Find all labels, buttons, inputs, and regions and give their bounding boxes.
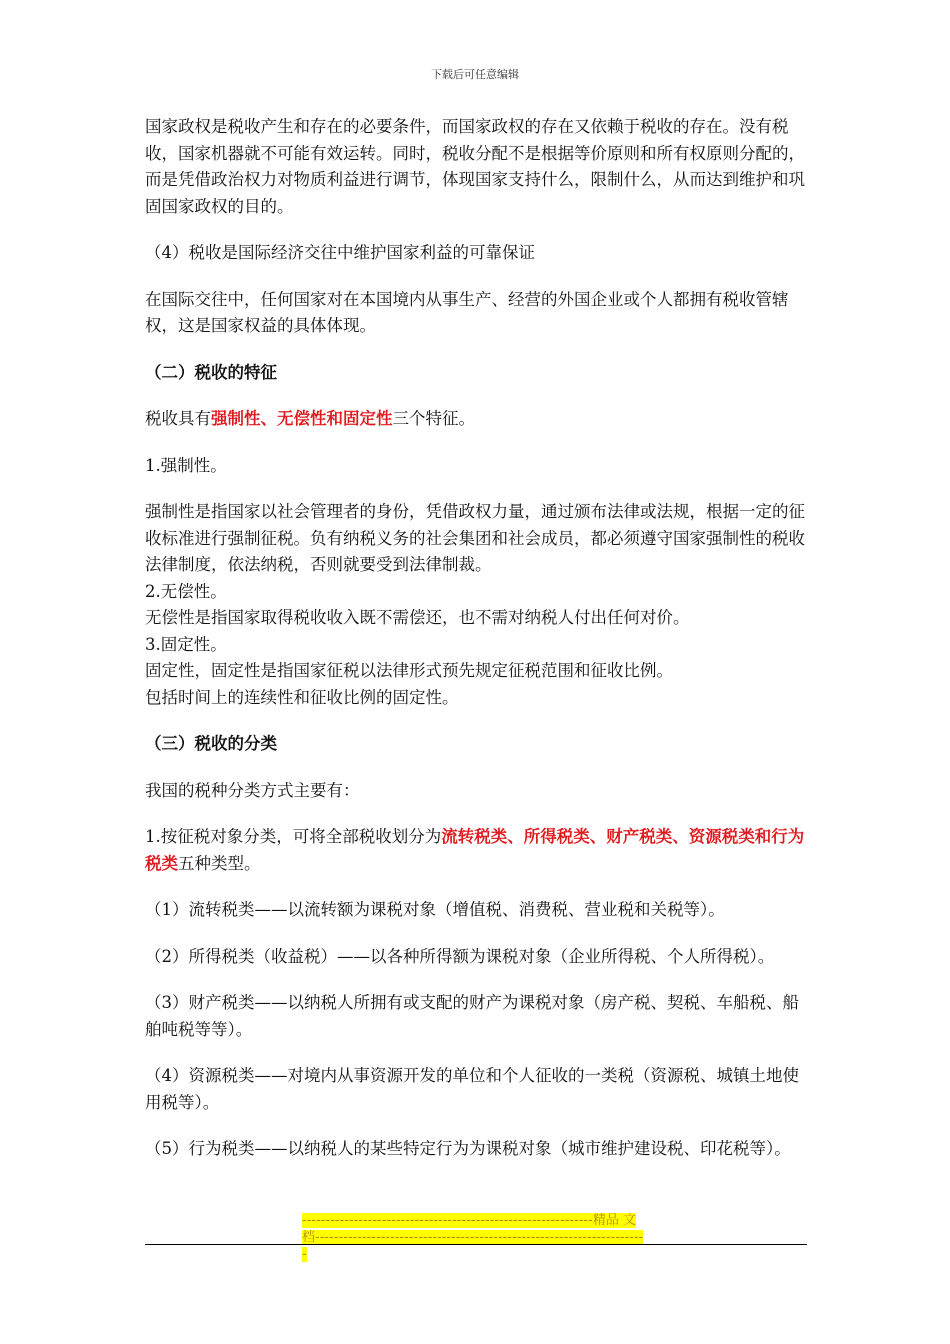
text-run: 三个特征。 [392, 409, 475, 428]
text-run: 1.按征税对象分类，可将全部税收划分为 [145, 827, 442, 846]
paragraph: 固定性，固定性是指国家征税以法律形式预先规定征税范围和征收比例。 [145, 661, 673, 680]
paragraph: （2）所得税类（收益税）——以各种所得额为课税对象（企业所得税、个人所得税）。 [145, 946, 775, 966]
paragraph: （4）税收是国际经济交往中维护国家利益的可靠保证 [145, 243, 535, 262]
paragraph: 我国的税种分类方式主要有： [145, 780, 360, 800]
paragraph: （1）流转税类——以流转额为课税对象（增值税、消费税、营业税和关税等）。 [145, 900, 725, 919]
paragraph [145, 406, 815, 433]
paragraph: 3.固定性。 [145, 634, 227, 654]
document-body [145, 114, 815, 1163]
footer-divider [145, 1244, 807, 1245]
section-heading: （三）税收的分类 [145, 734, 277, 753]
paragraph: 在国际交往中，任何国家对在本国境内从事生产、经营的外国企业或个人都拥有税收管辖权，这是国家权益的具体体现。 [145, 289, 789, 335]
section-heading: （二）税收的特征 [145, 362, 277, 382]
footer-text: --------------------------------------------------------------精品 文档----------------------------------------------------------------------- [302, 1213, 644, 1262]
paragraph: 国家政权是税收产生和存在的必要条件，而国家政权的存在又依赖于税收的存在。没有税收，国家机器就不可能有效运转。同时，税收分配不是根据等价原则和所有权原则分配的，而是凭借政治权力对物质利益进行调节，体现国家支持什么，限制什么，从而达到维护和巩固国家政权的目的。 [145, 117, 805, 216]
paragraph: （3）财产税类——以纳税人所拥有或支配的财产为课税对象（房产税、契税、车船税、船舶吨税等等）。 [145, 993, 799, 1039]
text-run: 税收具有 [145, 409, 211, 428]
page-header: 下载后可任意编辑 [431, 68, 519, 81]
paragraph: 无偿性是指国家取得税收收入既不需偿还，也不需对纳税人付出任何对价。 [145, 608, 690, 627]
paragraph: （5）行为税类——以纳税人的某些特定行为为课税对象（城市维护建设税、印花税等）。 [145, 1139, 791, 1158]
text-run: 五种类型。 [178, 853, 261, 873]
paragraph: 1.强制性。 [145, 455, 227, 475]
paragraph: 强制性是指国家以社会管理者的身份，凭借政权力量，通过颁布法律或法规，根据一定的征收标准进行强制征税。负有纳税义务的社会集团和社会成员，都必须遵守国家强制性的税收法律制度，依法纳税，否则就要受到法律制裁。 [145, 502, 805, 574]
highlighted-text: 强制性、无偿性和固定性 [211, 409, 393, 428]
paragraph [145, 824, 815, 877]
page-footer [302, 1212, 648, 1263]
paragraph: 包括时间上的连续性和征收比例的固定性。 [145, 687, 459, 707]
highlighted-text: 流转税类、所得税类、财产税类、资源税类和行为税类 [145, 827, 805, 873]
paragraph: （4）资源税类——对境内从事资源开发的单位和个人征收的一类税（资源税、城镇土地使用税等）。 [145, 1066, 799, 1112]
paragraph: 2.无偿性。 [145, 581, 227, 601]
